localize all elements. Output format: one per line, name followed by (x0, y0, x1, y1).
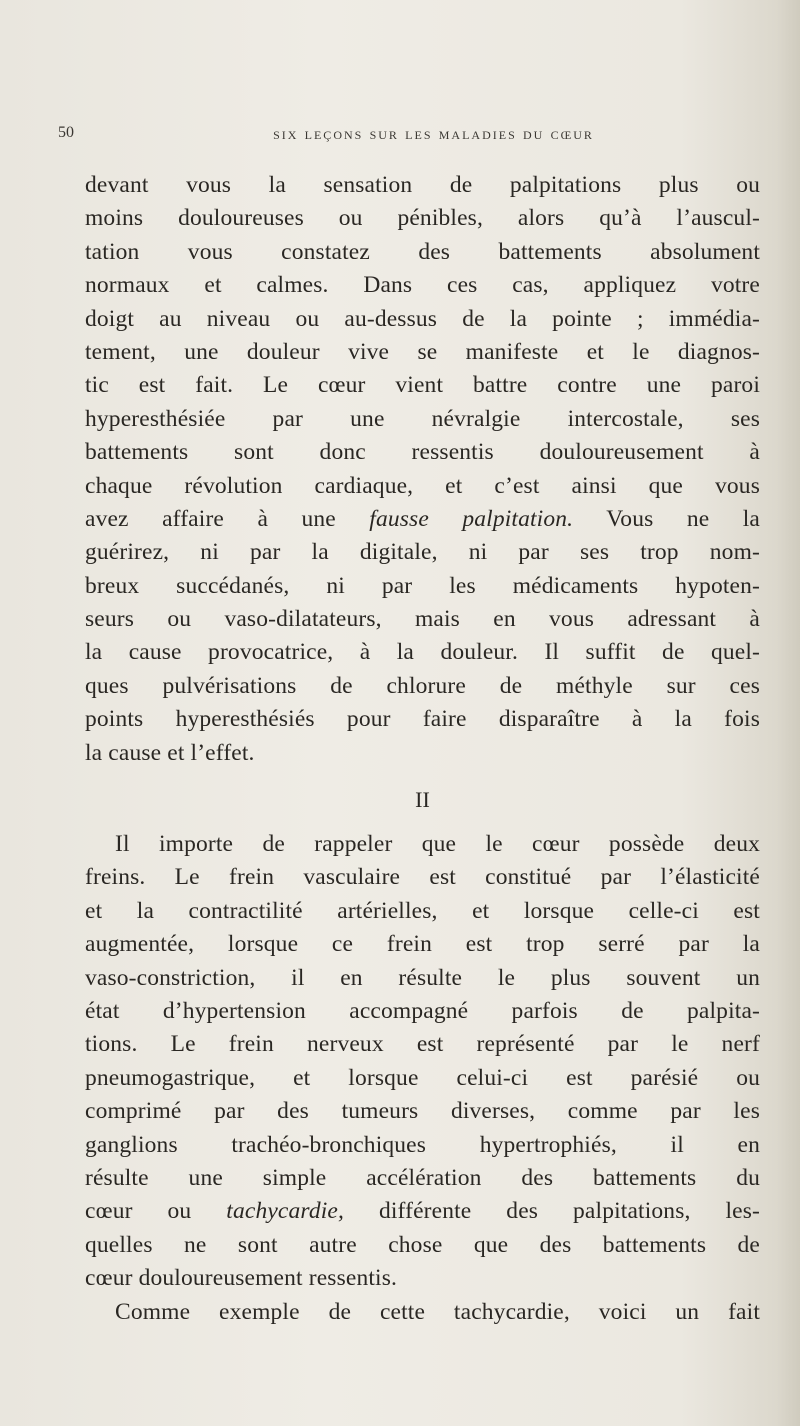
text-line: résulte une simple accélération des battements du (85, 1164, 760, 1191)
text-line: breux succédanés, ni par les médicaments hypoten- (85, 572, 760, 599)
text-line: ganglions trachéo-bronchiques hypertrophiés, il en (85, 1131, 760, 1158)
section-heading: II (415, 787, 430, 813)
text-line: la cause et l’effet. (85, 739, 255, 766)
text-line: tement, une douleur vive se manifeste et le diagnos- (85, 338, 760, 365)
text-line: comprimé par des tumeurs diverses, comme par les (85, 1098, 760, 1125)
text-segment: Vous ne la (573, 505, 761, 532)
text-line: et la contractilité artérielles, et lorsque celle-ci est (85, 897, 760, 924)
page-number: 50 (58, 124, 74, 141)
text-line: ques pulvérisations de chlorure de méthyle sur ces (85, 672, 760, 699)
text-line: doigt au niveau ou au-dessus de la pointe ; immédia- (85, 305, 760, 332)
text-segment: différente des palpitations, les- (344, 1198, 760, 1225)
text-line: la cause provocatrice, à la douleur. Il suffit de quel- (85, 639, 760, 666)
italic-term: fausse palpitation. (369, 505, 574, 532)
text-line: hyperesthésiée par une névralgie intercostale, ses (85, 405, 760, 432)
text-line: points hyperesthésiés pour faire disparaître à la fois (85, 706, 760, 733)
text-line: devant vous la sensation de palpitations plus ou (85, 172, 760, 198)
text-line: augmentée, lorsque ce frein est trop serré par la (85, 931, 760, 958)
text-line: tions. Le frein nerveux est représenté par le nerf (85, 1031, 760, 1058)
text-line: quelles ne sont autre chose que des battements de (85, 1231, 760, 1258)
text-line: pneumogastrique, et lorsque celui-ci est parésié ou (85, 1064, 760, 1091)
text-line: Comme exemple de cette tachycardie, voici un fait (115, 1298, 760, 1325)
text-line: freins. Le frein vasculaire est constitué par l’élasticité (85, 864, 760, 891)
text-segment: cœur ou (85, 1198, 227, 1225)
text-segment: avez affaire à une (85, 505, 370, 532)
text-line: vaso-constriction, il en résulte le plus souvent un (85, 964, 760, 991)
body-text (85, 169, 760, 1329)
text-line: cœur douloureusement ressentis. (85, 1265, 398, 1292)
text-line: tic est fait. Le cœur vient battre contre une paroi (85, 372, 760, 399)
text-line-with-italic (85, 1195, 760, 1228)
text-line: chaque révolution cardiaque, et c’est ainsi que vous (85, 472, 760, 499)
text-line: moins douloureuses ou pénibles, alors qu’à l’auscul- (85, 205, 760, 232)
text-line: normaux et calmes. Dans ces cas, appliquez votre (85, 272, 760, 299)
text-line: guérirez, ni par la digitale, ni par ses trop nom- (85, 539, 760, 566)
italic-term: tachycardie, (226, 1198, 345, 1225)
text-line: tation vous constatez des battements absolument (85, 238, 760, 265)
text-line: Il importe de rappeler que le cœur possède deux (115, 831, 760, 858)
text-line: seurs ou vaso-dilatateurs, mais en vous adressant à (85, 606, 760, 633)
text-line: état d’hypertension accompagné parfois de palpita- (85, 997, 760, 1024)
text-line-with-italic (85, 503, 760, 536)
running-head (58, 124, 763, 150)
text-line: battements sont donc ressentis douloureusement à (85, 439, 760, 466)
running-title: six leçons sur les maladies du cœur (273, 124, 594, 143)
